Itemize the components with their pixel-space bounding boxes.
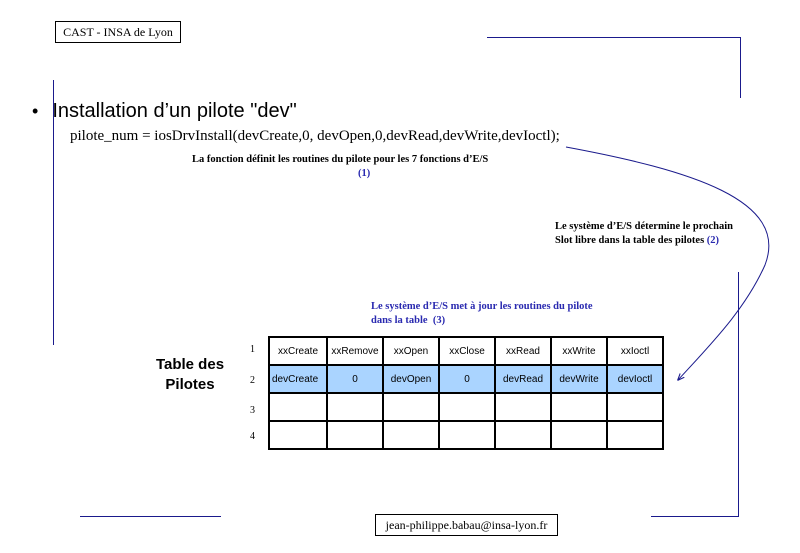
code-line: pilote_num = iosDrvInstall(devCreate,0, devOpen,0,devRead,devWrite,devIoctl); bbox=[70, 128, 560, 144]
table-cell bbox=[269, 421, 327, 449]
table-label-line2: Pilotes bbox=[165, 376, 215, 393]
table-cell bbox=[439, 421, 495, 449]
table-label-line1: Table des bbox=[155, 356, 225, 373]
table-cell: xxIoctl bbox=[607, 337, 663, 365]
footer-email: jean-philippe.babau@insa-lyon.fr bbox=[375, 514, 558, 536]
table-cell bbox=[327, 421, 383, 449]
table-cell: devOpen bbox=[383, 365, 439, 393]
note-1-text: La fonction définit les routines du pilote pour les 7 fonctions d’E/S bbox=[192, 154, 489, 165]
table-row-highlighted bbox=[269, 365, 663, 393]
slide-title: Installation d’un pilote "dev" bbox=[52, 100, 297, 122]
table-row bbox=[269, 337, 663, 365]
table-cell: 0 bbox=[439, 365, 495, 393]
note-3-number: (3) bbox=[432, 315, 446, 326]
table-cell bbox=[551, 421, 607, 449]
table-cell: xxClose bbox=[439, 337, 495, 365]
table-row bbox=[269, 421, 663, 449]
row-number-4: 4 bbox=[250, 431, 255, 442]
table-cell bbox=[495, 393, 551, 421]
table-cell bbox=[607, 421, 663, 449]
table-cell bbox=[495, 421, 551, 449]
table-cell bbox=[383, 421, 439, 449]
row-number-2: 2 bbox=[250, 375, 255, 386]
table-cell: devRead bbox=[495, 365, 551, 393]
note-3-line2: dans la table bbox=[371, 315, 428, 326]
table-cell bbox=[439, 393, 495, 421]
row-number-3: 3 bbox=[250, 405, 255, 416]
table-cell: xxRemove bbox=[327, 337, 383, 365]
table-cell: devWrite bbox=[551, 365, 607, 393]
bullet: • bbox=[32, 101, 39, 121]
table-cell: devCreate bbox=[269, 365, 327, 393]
note-2-line1: Le système d’E/S détermine le prochain bbox=[555, 221, 733, 232]
table-cell: xxWrite bbox=[551, 337, 607, 365]
table-cell bbox=[383, 393, 439, 421]
driver-table bbox=[268, 336, 664, 450]
note-2-line2: Slot libre dans la table des pilotes bbox=[555, 235, 705, 246]
table-cell bbox=[607, 393, 663, 421]
table-row bbox=[269, 393, 663, 421]
table-cell: devIoctl bbox=[607, 365, 663, 393]
note-2-number: (2) bbox=[706, 235, 720, 246]
note-3-line1: Le système d’E/S met à jour les routines du pilote bbox=[371, 301, 593, 312]
table-cell bbox=[269, 393, 327, 421]
row-number-1: 1 bbox=[250, 344, 255, 355]
header-label: CAST - INSA de Lyon bbox=[55, 21, 181, 43]
table-cell: xxCreate bbox=[269, 337, 327, 365]
table-label bbox=[140, 355, 240, 395]
table-cell: xxOpen bbox=[383, 337, 439, 365]
table-cell bbox=[327, 393, 383, 421]
table-cell: 0 bbox=[327, 365, 383, 393]
table-cell bbox=[551, 393, 607, 421]
table-cell: xxRead bbox=[495, 337, 551, 365]
note-1-number: (1) bbox=[358, 168, 371, 179]
